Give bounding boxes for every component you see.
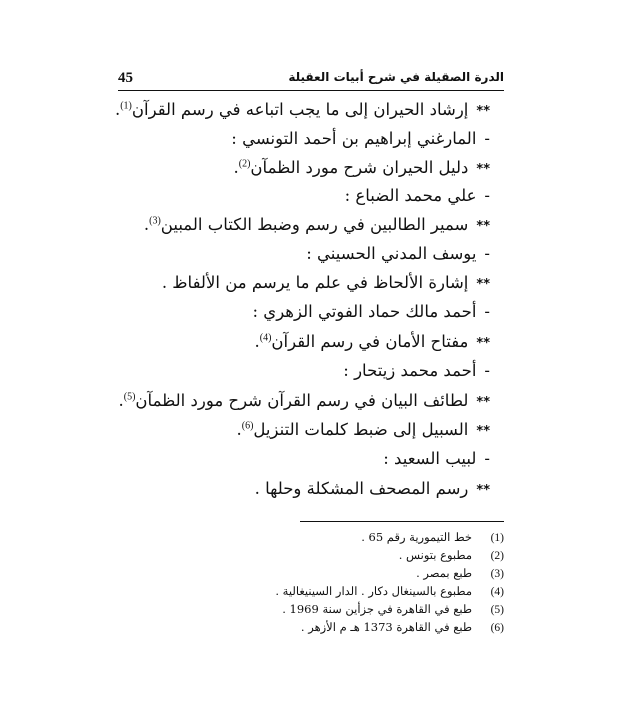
footnote-text: مطبوع بتونس . xyxy=(398,548,472,562)
footnote-number: (5) xyxy=(490,604,504,616)
entry-text: المارغني إبراهيم بن أحمد التونسي : xyxy=(231,129,477,148)
entry-text: دليل الحيران شرح مورد الظمآن xyxy=(250,158,469,177)
book-entry xyxy=(162,271,490,297)
footnote-text: طبع في القاهرة 1373 هـ م الأزهر . xyxy=(300,620,472,634)
entry-text: علي محمد الضباع : xyxy=(344,186,477,205)
entry-end: . xyxy=(114,100,121,119)
book-entry xyxy=(115,98,490,124)
footnote-ref: (5) xyxy=(123,391,136,403)
footnote-ref: (6) xyxy=(241,420,254,432)
book-entry xyxy=(236,418,490,444)
header-rule xyxy=(118,90,504,91)
entry-marker: ** xyxy=(476,395,490,410)
footnote-text: طبع في القاهرة في جزأين سنة 1969 . xyxy=(282,602,472,616)
entry-end: . xyxy=(233,158,239,177)
book-entry xyxy=(144,213,490,239)
entry-marker: ** xyxy=(476,104,490,119)
book-entry xyxy=(255,477,490,503)
entry-marker: ** xyxy=(476,424,490,439)
footnote-number: (2) xyxy=(490,550,504,562)
footnote-number: (3) xyxy=(490,568,504,580)
entry-text: لطائف البيان في رسم القرآن شرح مورد الظمآن xyxy=(135,391,469,410)
footnote-text: خط التيمورية رقم 65 . xyxy=(361,530,472,544)
footnote-ref: (2) xyxy=(238,158,251,170)
entry-marker: ** xyxy=(476,483,490,498)
footnote-text: طبع بمصر . xyxy=(416,566,472,580)
footnote xyxy=(399,547,504,564)
footnote-ref: (1) xyxy=(120,100,132,112)
footnote-number: (6) xyxy=(490,622,504,634)
footnote-number: (1) xyxy=(490,532,504,544)
entry-end: . xyxy=(236,420,242,439)
author-entry xyxy=(231,127,490,151)
footnote-ref: (4) xyxy=(259,332,272,344)
entry-marker: - xyxy=(484,449,490,468)
entry-text: رسم المصحف المشكلة وحلها . xyxy=(254,479,469,498)
entry-marker: - xyxy=(484,244,490,263)
entry-marker: - xyxy=(484,129,490,148)
entry-text: مفتاح الأمان في رسم القرآن xyxy=(271,332,469,351)
entry-text: أحمد محمد زيتحار : xyxy=(343,361,477,380)
author-entry xyxy=(345,184,490,208)
entry-end: . xyxy=(118,391,124,410)
author-entry xyxy=(343,359,490,383)
footnote xyxy=(282,601,504,618)
book-entry xyxy=(233,156,490,182)
book-entry xyxy=(254,330,490,356)
entry-marker: - xyxy=(484,302,490,321)
running-title: الدرة الصقيلة في شرح أبيات العقيلة xyxy=(288,70,504,84)
entry-text: إرشاد الحيران إلى ما يجب اتباعه في رسم القرآن xyxy=(131,100,469,119)
footnote xyxy=(301,619,504,636)
entry-end: . xyxy=(254,332,260,351)
author-entry xyxy=(306,242,490,266)
footnote xyxy=(361,529,504,546)
entry-text: يوسف المدني الحسيني : xyxy=(306,244,477,263)
footnote-text: مطبوع بالسينغال دكار . الدار السينيغالية . xyxy=(275,584,472,598)
entry-end: . xyxy=(143,215,150,234)
footnote-number: (4) xyxy=(490,586,504,598)
book-entry xyxy=(118,389,490,415)
page-header xyxy=(118,70,504,88)
entry-marker: ** xyxy=(476,336,490,351)
footnote xyxy=(275,583,504,600)
entry-marker: - xyxy=(484,186,490,205)
entry-text: لبيب السعيد : xyxy=(383,449,477,468)
page-number: 45 xyxy=(118,70,133,86)
entry-text: السبيل إلى ضبط كلمات التنزيل xyxy=(253,420,469,439)
entry-marker: - xyxy=(484,361,490,380)
entry-text: أحمد مالك حماد الفوتي الزهري : xyxy=(252,302,477,321)
entry-marker: ** xyxy=(476,219,490,234)
author-entry xyxy=(383,447,490,471)
entry-text: سمير الطالبين في رسم وضبط الكتاب المبين xyxy=(160,215,469,234)
entry-text: إشارة الألحاظ في علم ما يرسم من الألفاظ . xyxy=(161,273,469,292)
entry-marker: ** xyxy=(476,277,490,292)
footnote-rule xyxy=(300,521,504,522)
author-entry xyxy=(252,300,490,324)
entry-marker: ** xyxy=(476,162,490,177)
footnote xyxy=(416,565,504,582)
footnote-ref: (3) xyxy=(149,215,161,227)
